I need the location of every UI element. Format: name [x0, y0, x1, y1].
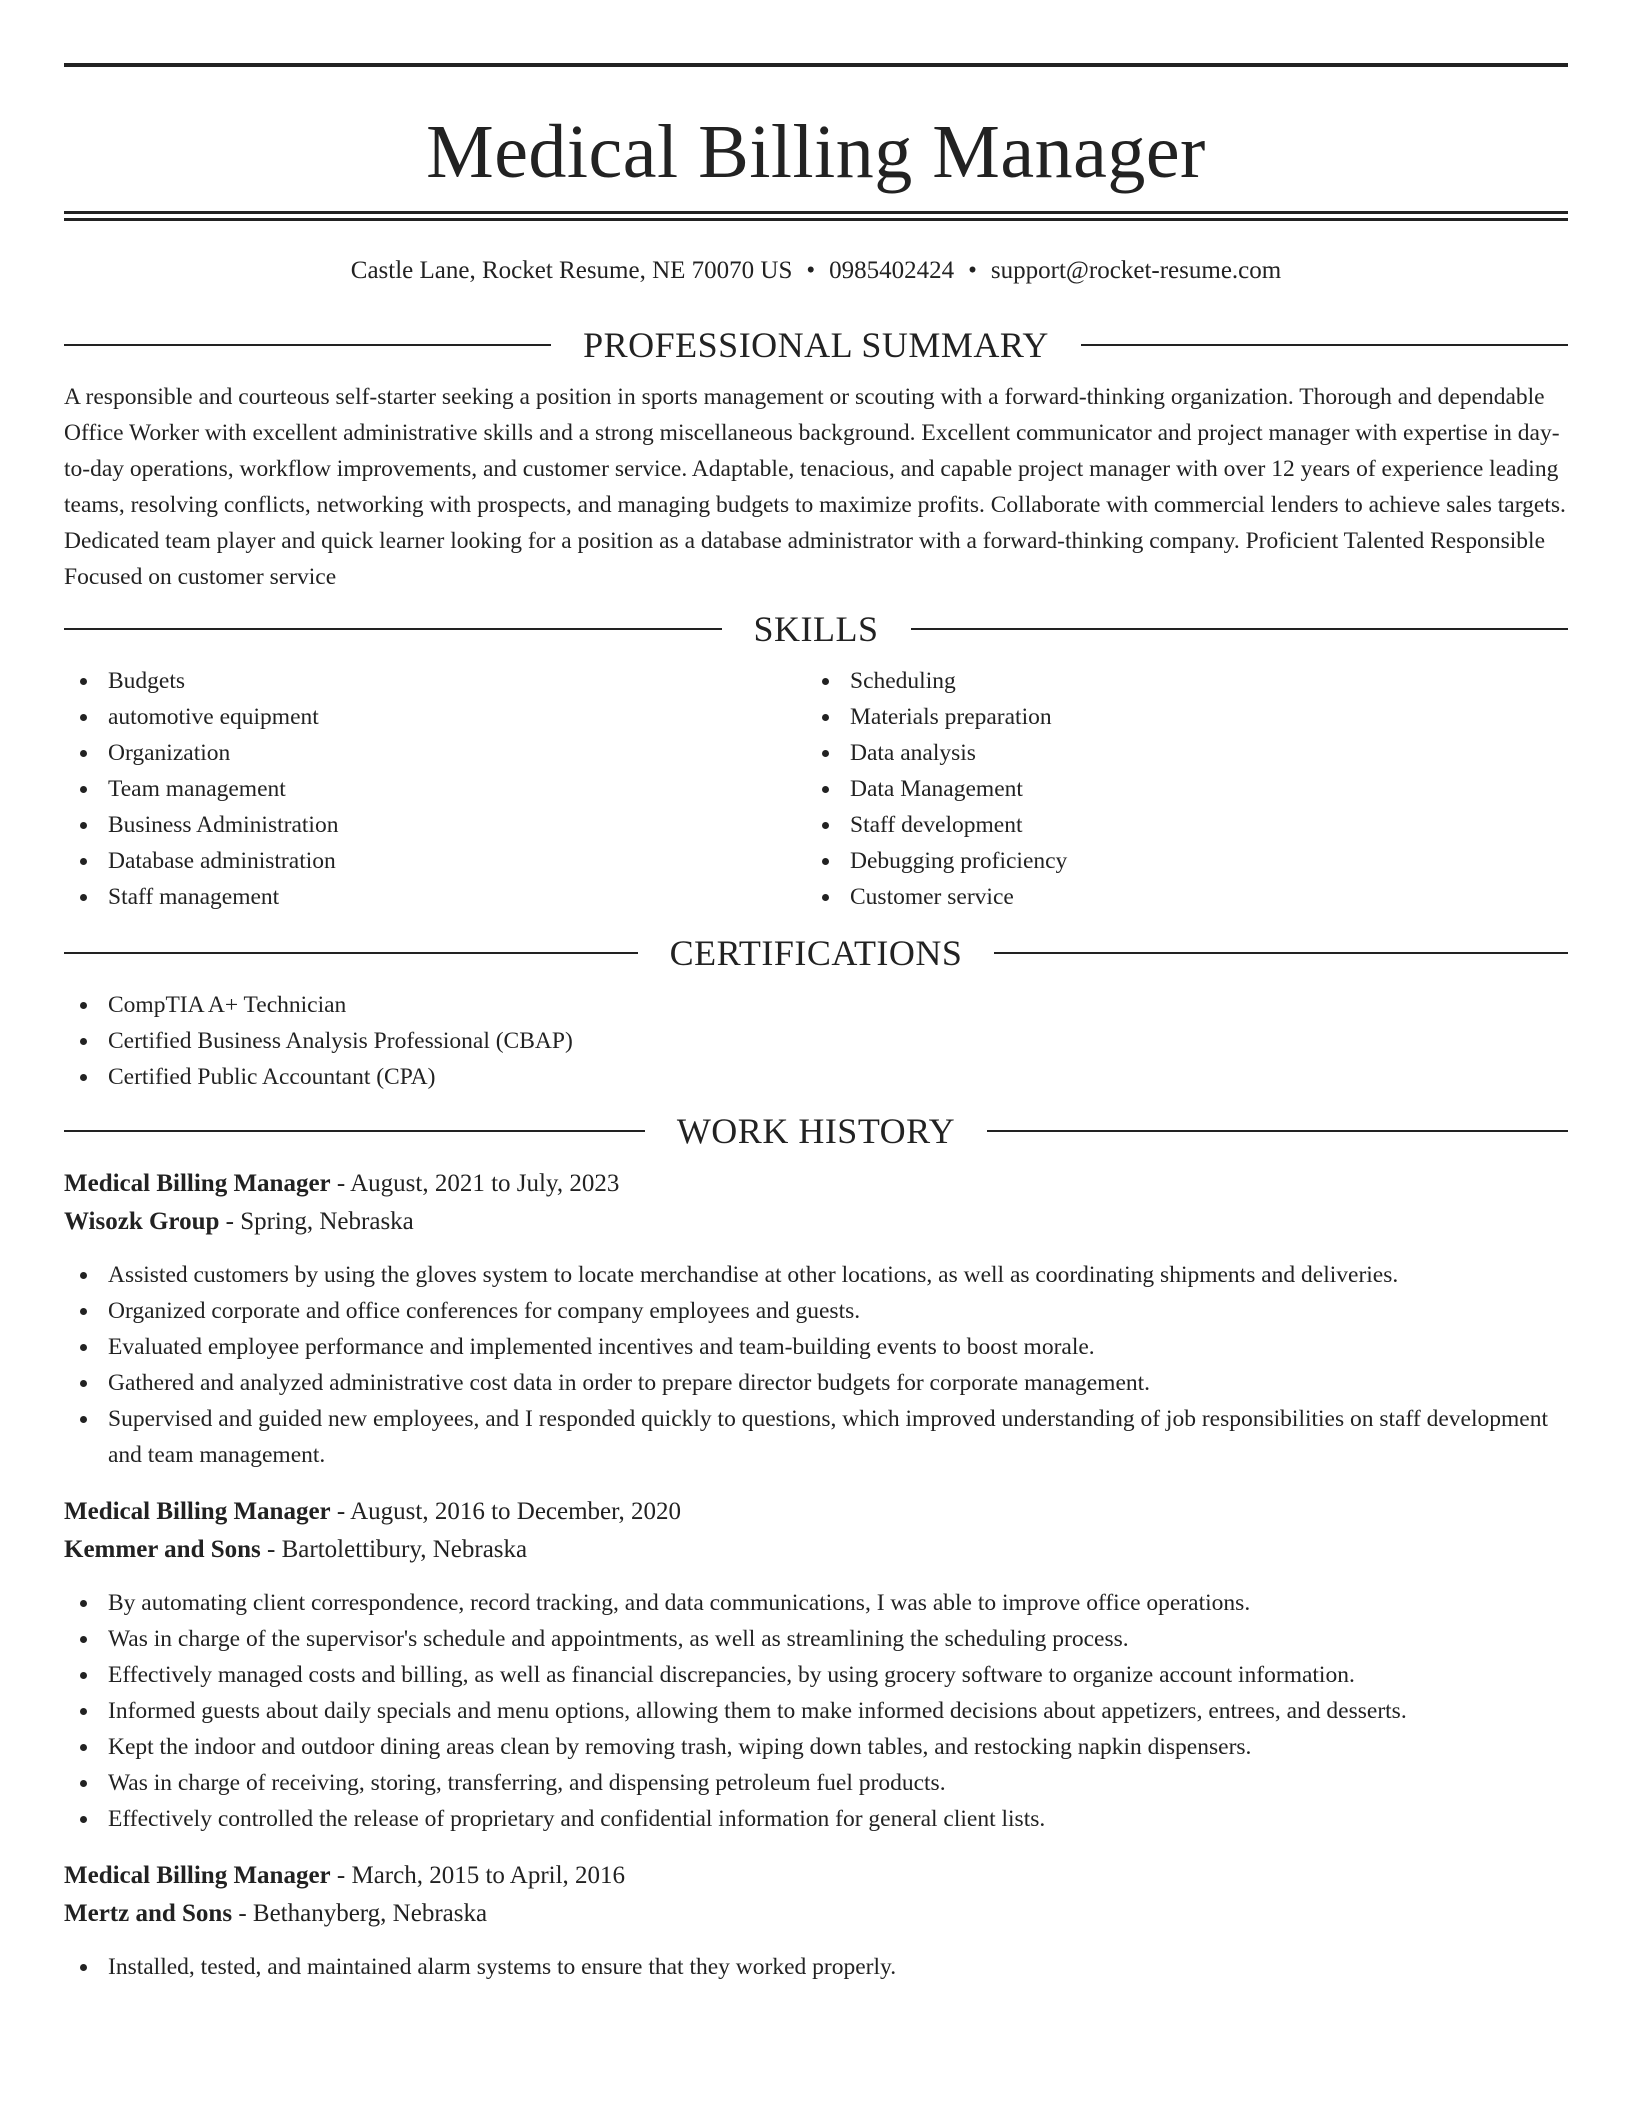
skills-column-left: [64, 663, 806, 915]
bullet-dot-icon: [80, 1344, 87, 1351]
job-company: Wisozk Group: [64, 1208, 220, 1235]
job-duty-text: Gathered and analyzed administrative cost data in order to prepare director budgets for corporate management.: [108, 1370, 1151, 1396]
bullet-dot-icon: [822, 714, 829, 721]
bullet-dot-icon: [80, 1780, 87, 1787]
job-title: Medical Billing Manager: [64, 1498, 331, 1525]
job-duty-text: Effectively controlled the release of proprietary and confidential information for general client lists.: [108, 1806, 1046, 1832]
skill-label: Customer service: [850, 884, 1014, 910]
job-location: - Bartolettibury, Nebraska: [267, 1536, 528, 1563]
bullet-dot-icon: [822, 894, 829, 901]
skill-label: automotive equipment: [108, 704, 319, 730]
work-history-heading-label: WORK HISTORY: [676, 1111, 956, 1151]
bullet-dot-icon: [822, 786, 829, 793]
bullet-dot-icon: [80, 678, 87, 685]
job-duty-item: [64, 1693, 1568, 1729]
job-duty-item: [64, 1329, 1568, 1365]
job-duties-list: [64, 1585, 1568, 1837]
contact-address: Castle Lane, Rocket Resume, NE 70070 US: [350, 257, 793, 284]
skills-heading: [64, 607, 1568, 651]
bullet-dot-icon: [80, 1272, 87, 1279]
skill-item: [64, 843, 806, 879]
summary-heading-label: PROFESSIONAL SUMMARY: [583, 325, 1049, 365]
job-duty-item: [64, 1801, 1568, 1837]
bullet-dot-icon: [80, 1074, 87, 1081]
bullet-dot-icon: [80, 858, 87, 865]
job-duty-item: [64, 1657, 1568, 1693]
bullet-dot-icon: [822, 822, 829, 829]
bullet-dot-icon: [80, 786, 87, 793]
contact-separator: •: [968, 257, 977, 284]
summary-heading: [64, 323, 1568, 367]
certification-label: Certified Business Analysis Professional (CBAP): [108, 1028, 573, 1054]
job-duty-item: [64, 1765, 1568, 1801]
contact-phone: 0985402424: [829, 257, 955, 284]
skill-label: Database administration: [108, 848, 336, 874]
job-duty-text: By automating client correspondence, record tracking, and data communications, I was able to improve office operations.: [108, 1590, 1251, 1616]
job-title: Medical Billing Manager: [64, 1862, 331, 1889]
skills-column-right: [806, 663, 1548, 915]
bullet-dot-icon: [80, 1416, 87, 1423]
job-duty-text: Kept the indoor and outdoor dining areas clean by removing trash, wiping down tables, and restocking napkin dispensers.: [108, 1734, 1252, 1760]
job-duty-item: [64, 1949, 1568, 1985]
skills-heading-label: SKILLS: [753, 609, 879, 649]
job-title-line: [64, 1493, 1568, 1531]
job-duty-item: [64, 1729, 1568, 1765]
job-duty-text: Was in charge of the supervisor's schedule and appointments, as well as streamlining the scheduling process.: [108, 1626, 1129, 1652]
job-duty-text: Informed guests about daily specials and menu options, allowing them to make informed decisions about appetizers, entrees, and desserts.: [108, 1698, 1407, 1724]
skill-item: [806, 843, 1548, 879]
job-entry: [64, 1857, 1568, 1985]
heading-rule: [1081, 344, 1568, 346]
work-history-heading: [64, 1109, 1568, 1153]
title-double-rule: [64, 211, 1568, 221]
job-duties-list: [64, 1949, 1568, 1985]
job-company-line: [64, 1531, 1568, 1569]
contact-email: support@rocket-resume.com: [990, 257, 1282, 284]
bullet-dot-icon: [80, 1672, 87, 1679]
job-title-line: [64, 1165, 1568, 1203]
skill-label: Team management: [108, 776, 286, 802]
skill-label: Business Administration: [108, 812, 339, 838]
job-duty-text: Installed, tested, and maintained alarm systems to ensure that they worked properly.: [108, 1954, 897, 1980]
bullet-dot-icon: [80, 1708, 87, 1715]
skill-label: Organization: [108, 740, 231, 766]
contact-separator: •: [806, 257, 816, 284]
skill-item: [64, 879, 806, 915]
skill-item: [64, 663, 806, 699]
skill-item: [806, 735, 1548, 771]
heading-rule: [64, 344, 551, 346]
skill-item: [806, 807, 1548, 843]
job-duty-text: Evaluated employee performance and implemented incentives and team-building events to boost morale.: [108, 1334, 1095, 1360]
job-company-line: [64, 1895, 1568, 1933]
job-location: - Spring, Nebraska: [225, 1208, 414, 1235]
skill-label: Budgets: [108, 668, 186, 694]
job-entry: [64, 1165, 1568, 1473]
certifications-heading: [64, 931, 1568, 975]
job-duty-text: Supervised and guided new employees, and I responded quickly to questions, which improved understanding of job responsibilities on staff development and team management.: [108, 1406, 1548, 1468]
job-entry: [64, 1493, 1568, 1837]
bullet-dot-icon: [822, 750, 829, 757]
skills-list: [64, 663, 1568, 915]
certification-item: [64, 987, 1568, 1023]
heading-rule: [987, 1130, 1568, 1132]
resume-page: [64, 0, 1568, 1985]
job-duty-text: Assisted customers by using the gloves system to locate merchandise at other locations, as well as coordinating shipments and deliveries.: [108, 1262, 1399, 1288]
job-company: Kemmer and Sons: [64, 1536, 261, 1563]
job-dates: - March, 2015 to April, 2016: [336, 1862, 626, 1889]
job-location: - Bethanyberg, Nebraska: [238, 1900, 488, 1927]
certifications-list: [64, 987, 1568, 1095]
bullet-dot-icon: [822, 858, 829, 865]
bullet-dot-icon: [80, 1744, 87, 1751]
contact-line: [64, 255, 1568, 287]
heading-rule: [64, 628, 722, 630]
job-title-line: [64, 1857, 1568, 1895]
heading-rule: [994, 952, 1568, 954]
job-company: Mertz and Sons: [64, 1900, 233, 1927]
job-duty-text: Was in charge of receiving, storing, transferring, and dispensing petroleum fuel products.: [108, 1770, 946, 1796]
skill-item: [64, 807, 806, 843]
job-duty-text: Effectively managed costs and billing, as well as financial discrepancies, by using grocery software to organize account information.: [108, 1662, 1355, 1688]
skill-label: Staff management: [108, 884, 280, 910]
job-dates: - August, 2021 to July, 2023: [336, 1170, 620, 1197]
job-duty-text: Organized corporate and office conferences for company employees and guests.: [108, 1298, 861, 1324]
skill-item: [806, 699, 1548, 735]
bullet-dot-icon: [80, 1600, 87, 1607]
job-dates: - August, 2016 to December, 2020: [336, 1498, 681, 1525]
bullet-dot-icon: [822, 678, 829, 685]
bullet-dot-icon: [80, 822, 87, 829]
job-title: Medical Billing Manager: [64, 1170, 331, 1197]
heading-rule: [64, 1130, 645, 1132]
bullet-dot-icon: [80, 1964, 87, 1971]
skill-item: [64, 699, 806, 735]
heading-rule: [911, 628, 1569, 630]
bullet-dot-icon: [80, 1816, 87, 1823]
skill-label: Data analysis: [850, 740, 976, 766]
job-duty-item: [64, 1293, 1568, 1329]
skill-item: [806, 771, 1548, 807]
certification-label: CompTIA A+ Technician: [108, 992, 347, 1018]
bullet-dot-icon: [80, 1038, 87, 1045]
job-duty-item: [64, 1365, 1568, 1401]
skill-label: Staff development: [850, 812, 1023, 838]
summary-text: A responsible and courteous self-starter seeking a position in sports management or scouting with a forward-thinking organization. Thorough and dependable Office Worker with excellent administrative skills and a strong miscellaneous background. Excellent communicator and project manager with expertise in day-to-day operations, workflow improvements, and customer service. Adaptable, tenacious, and capable project manager with over 12 years of experience leading teams, resolving conflicts, networking with prospects, and managing budgets to maximize profits. Collaborate with commercial lenders to achieve sales targets. Dedicated team player and quick learner looking for a position as a database administrator with a forward-thinking company. Proficient Talented Responsible Focused on customer service: [64, 384, 1566, 590]
job-duty-item: [64, 1257, 1568, 1293]
certification-label: Certified Public Accountant (CPA): [108, 1064, 436, 1090]
job-duty-item: [64, 1401, 1568, 1473]
skill-item: [64, 735, 806, 771]
skill-label: Data Management: [850, 776, 1023, 802]
bullet-dot-icon: [80, 1380, 87, 1387]
skill-label: Materials preparation: [850, 704, 1052, 730]
skill-label: Debugging proficiency: [850, 848, 1068, 874]
skill-item: [806, 879, 1548, 915]
skill-label: Scheduling: [850, 668, 956, 694]
bullet-dot-icon: [80, 714, 87, 721]
skill-item: [64, 771, 806, 807]
certification-item: [64, 1023, 1568, 1059]
job-duty-item: [64, 1621, 1568, 1657]
skill-item: [806, 663, 1548, 699]
bullet-dot-icon: [80, 1636, 87, 1643]
certifications-heading-label: CERTIFICATIONS: [669, 933, 963, 973]
job-duties-list: [64, 1257, 1568, 1473]
bullet-dot-icon: [80, 1308, 87, 1315]
job-company-line: [64, 1203, 1568, 1241]
bullet-dot-icon: [80, 750, 87, 757]
job-duty-item: [64, 1585, 1568, 1621]
page-title: Medical Billing Manager: [426, 110, 1206, 194]
heading-rule: [64, 952, 638, 954]
certification-item: [64, 1059, 1568, 1095]
bullet-dot-icon: [80, 894, 87, 901]
bullet-dot-icon: [80, 1002, 87, 1009]
